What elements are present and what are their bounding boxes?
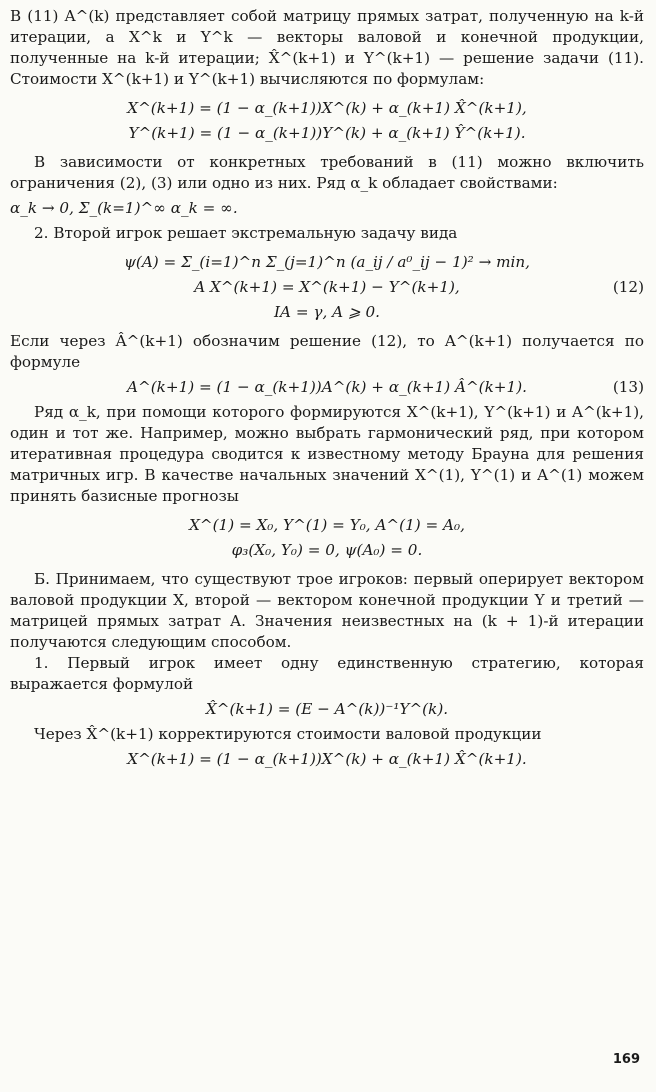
equation-initial-conditions: φ₃(X₀, Y₀) = 0, ψ(A₀) = 0.	[231, 541, 423, 559]
paragraph-4: Если через Â^(k+1) обозначим решение (12), то A^(k+1) получается по формуле	[10, 332, 644, 371]
equation-x-correction: X^(k+1) = (1 − α_(k+1))X^(k) + α_(k+1) X̂^(k+1).	[127, 750, 527, 768]
equation-13-body: A^(k+1) = (1 − α_(k+1))A^(k) + α_(k+1) Â^(k+1).	[127, 378, 527, 396]
paragraph-2: В зависимости от конкретных требований в (11) можно включить ограничения (2), (3) или одно из них. Ряд α_k обладает свойствами:	[10, 153, 644, 192]
equation-number-12: (12)	[612, 278, 644, 296]
equation-first-player: X̂^(k+1) = (E − A^(k))⁻¹Y^(k).	[205, 700, 449, 718]
equation-13	[10, 377, 644, 398]
paragraph-3: 2. Второй игрок решает экстремальную задачу вида	[34, 224, 458, 242]
equation-constraint: IA = γ, A ⩾ 0.	[274, 303, 380, 321]
equation-x-update: X^(k+1) = (1 − α_(k+1))X^(k) + α_(k+1) X̂^(k+1),	[127, 99, 527, 117]
equation-12	[10, 277, 644, 298]
paragraph-5: Ряд α_k, при помощи которого формируются X^(k+1), Y^(k+1) и A^(k+1), один и тот же. Например, можно выбрать гармонический ряд, при котором итеративная процедура сводится к известному методу Брауна для решения матричных игр. В качестве начальных значений X^(1), Y^(1) и A^(1) можем принять базисные прогнозы	[10, 403, 644, 505]
equation-12-body: A X^(k+1) = X^(k+1) − Y^(k+1),	[194, 278, 460, 296]
page-number: 169	[612, 1052, 640, 1067]
paragraph-7: 1. Первый игрок имеет одну единственную стратегию, которая выражается формулой	[10, 654, 644, 693]
equation-alpha-properties: α_k → 0, Σ_(k=1)^∞ α_k = ∞.	[10, 199, 238, 217]
paragraph-8: Через X̂^(k+1) корректируются стоимости валовой продукции	[34, 725, 542, 743]
equation-psi: ψ(A) = Σ_(i=1)^n Σ_(j=1)^n (a_ij / a⁰_ij − 1)² → min,	[123, 253, 530, 271]
equation-number-13: (13)	[612, 378, 644, 396]
paragraph-6: Б. Принимаем, что существуют трое игроков: первый оперирует вектором валовой продукции X, второй — вектором конечной продукции Y и третий — матрицей прямых затрат A. Значения неизвестных на (k + 1)-й итерации получаются следующим способом.	[10, 570, 644, 651]
paragraph-1: В (11) A^(k) представляет собой матрицу прямых затрат, полученную на k-й итерации, а X^k и Y^k — векторы валовой и конечной продукции, полученные на k-й итерации; X̂^(k+1) и Y^(k+1) — решение задачи (11). Стоимости X^(k+1) и Y^(k+1) вычисляются по формулам:	[10, 7, 644, 88]
equation-y-update: Y^(k+1) = (1 − α_(k+1))Y^(k) + α_(k+1) Ŷ^(k+1).	[128, 124, 526, 142]
equation-initial-values: X^(1) = X₀, Y^(1) = Y₀, A^(1) = A₀,	[189, 516, 465, 534]
